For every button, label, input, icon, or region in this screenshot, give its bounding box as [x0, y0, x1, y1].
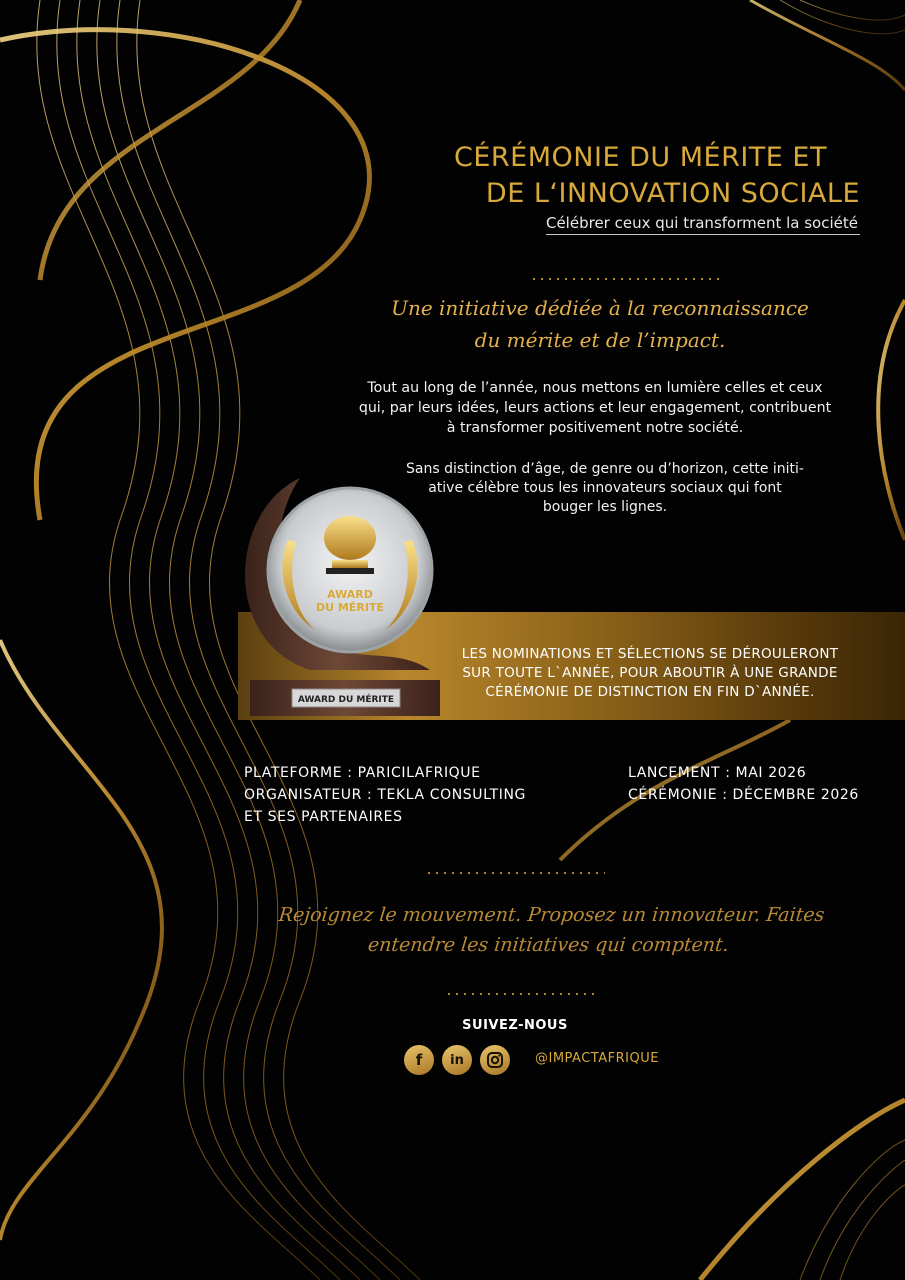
cta-line-2: entendre les initiatives qui comptent.	[366, 934, 730, 956]
tagline-line-1: Une initiative dédiée à la reconnaissance	[391, 296, 809, 320]
ceremony-text: CÉRÉMONIE : DÉCEMBRE 2026	[628, 787, 859, 803]
info-left	[244, 762, 526, 828]
page-title-line-1: CÉRÉMONIE DU MÉRITE ET	[454, 142, 827, 173]
intro-line: bouger les lignes.	[542, 499, 668, 515]
subtitle: Célébrer ceux qui transforment la société	[546, 214, 860, 235]
tagline	[330, 292, 870, 356]
page-title-line-2: DE L‘INNOVATION SOCIALE	[485, 178, 860, 209]
tagline-line-2: du mérite et de l’impact.	[474, 328, 726, 352]
intro-line: ative célèbre tous les innovateurs sociaux qui font	[428, 480, 782, 496]
intro-line: Tout au long de l’année, nous mettons en lumière celles et ceux	[367, 380, 823, 396]
banner-line: CÉRÉMONIE DE DISTINCTION EN FIN D`ANNÉE.	[485, 684, 815, 700]
medal-text-2: DU MÉRITE	[316, 601, 384, 614]
title-block	[420, 140, 860, 235]
intro-line: Sans distinction d’âge, de genre ou d’horizon, cette initi-	[406, 461, 804, 477]
intro-line: à transformer positivement notre société.	[446, 420, 744, 436]
dotted-divider	[445, 993, 595, 995]
dotted-divider	[425, 872, 605, 874]
instagram-glyph	[486, 1051, 504, 1069]
banner-text	[440, 645, 860, 702]
intro-line: qui, par leurs idées, leurs actions et leur engagement, contribuent	[358, 400, 832, 416]
linkedin-icon[interactable]: in	[442, 1045, 472, 1075]
trophy-image	[230, 470, 450, 725]
social-icons	[404, 1045, 510, 1075]
platform-text: PLATEFORME : PARICILAFRIQUE	[244, 765, 481, 781]
banner-line: SUR TOUTE L`ANNÉE, POUR ABOUTIR À UNE GRANDE	[462, 665, 838, 681]
follow-us-label: SUIVEZ-NOUS	[462, 1018, 568, 1033]
facebook-icon[interactable]: f	[404, 1045, 434, 1075]
instagram-icon[interactable]	[480, 1045, 510, 1075]
call-to-action	[267, 900, 833, 960]
partners-text: ET SES PARTENAIRES	[244, 809, 403, 825]
medal-text-1: AWARD	[327, 588, 373, 601]
cta-line-1: Rejoignez le mouvement. Proposez un innovateur. Faites	[277, 904, 826, 926]
launch-text: LANCEMENT : MAI 2026	[628, 765, 807, 781]
banner-line: LES NOMINATIONS ET SÉLECTIONS SE DÉROULERONT	[461, 646, 839, 662]
organizer-text: ORGANISATEUR : TEKLA CONSULTING	[244, 787, 527, 803]
social-handle[interactable]: @IMPACTAFRIQUE	[535, 1051, 659, 1066]
intro-paragraph-1	[325, 378, 865, 438]
plaque-text: AWARD DU MÉRITE	[297, 695, 395, 705]
dotted-divider	[530, 278, 720, 280]
info-right	[628, 762, 859, 806]
